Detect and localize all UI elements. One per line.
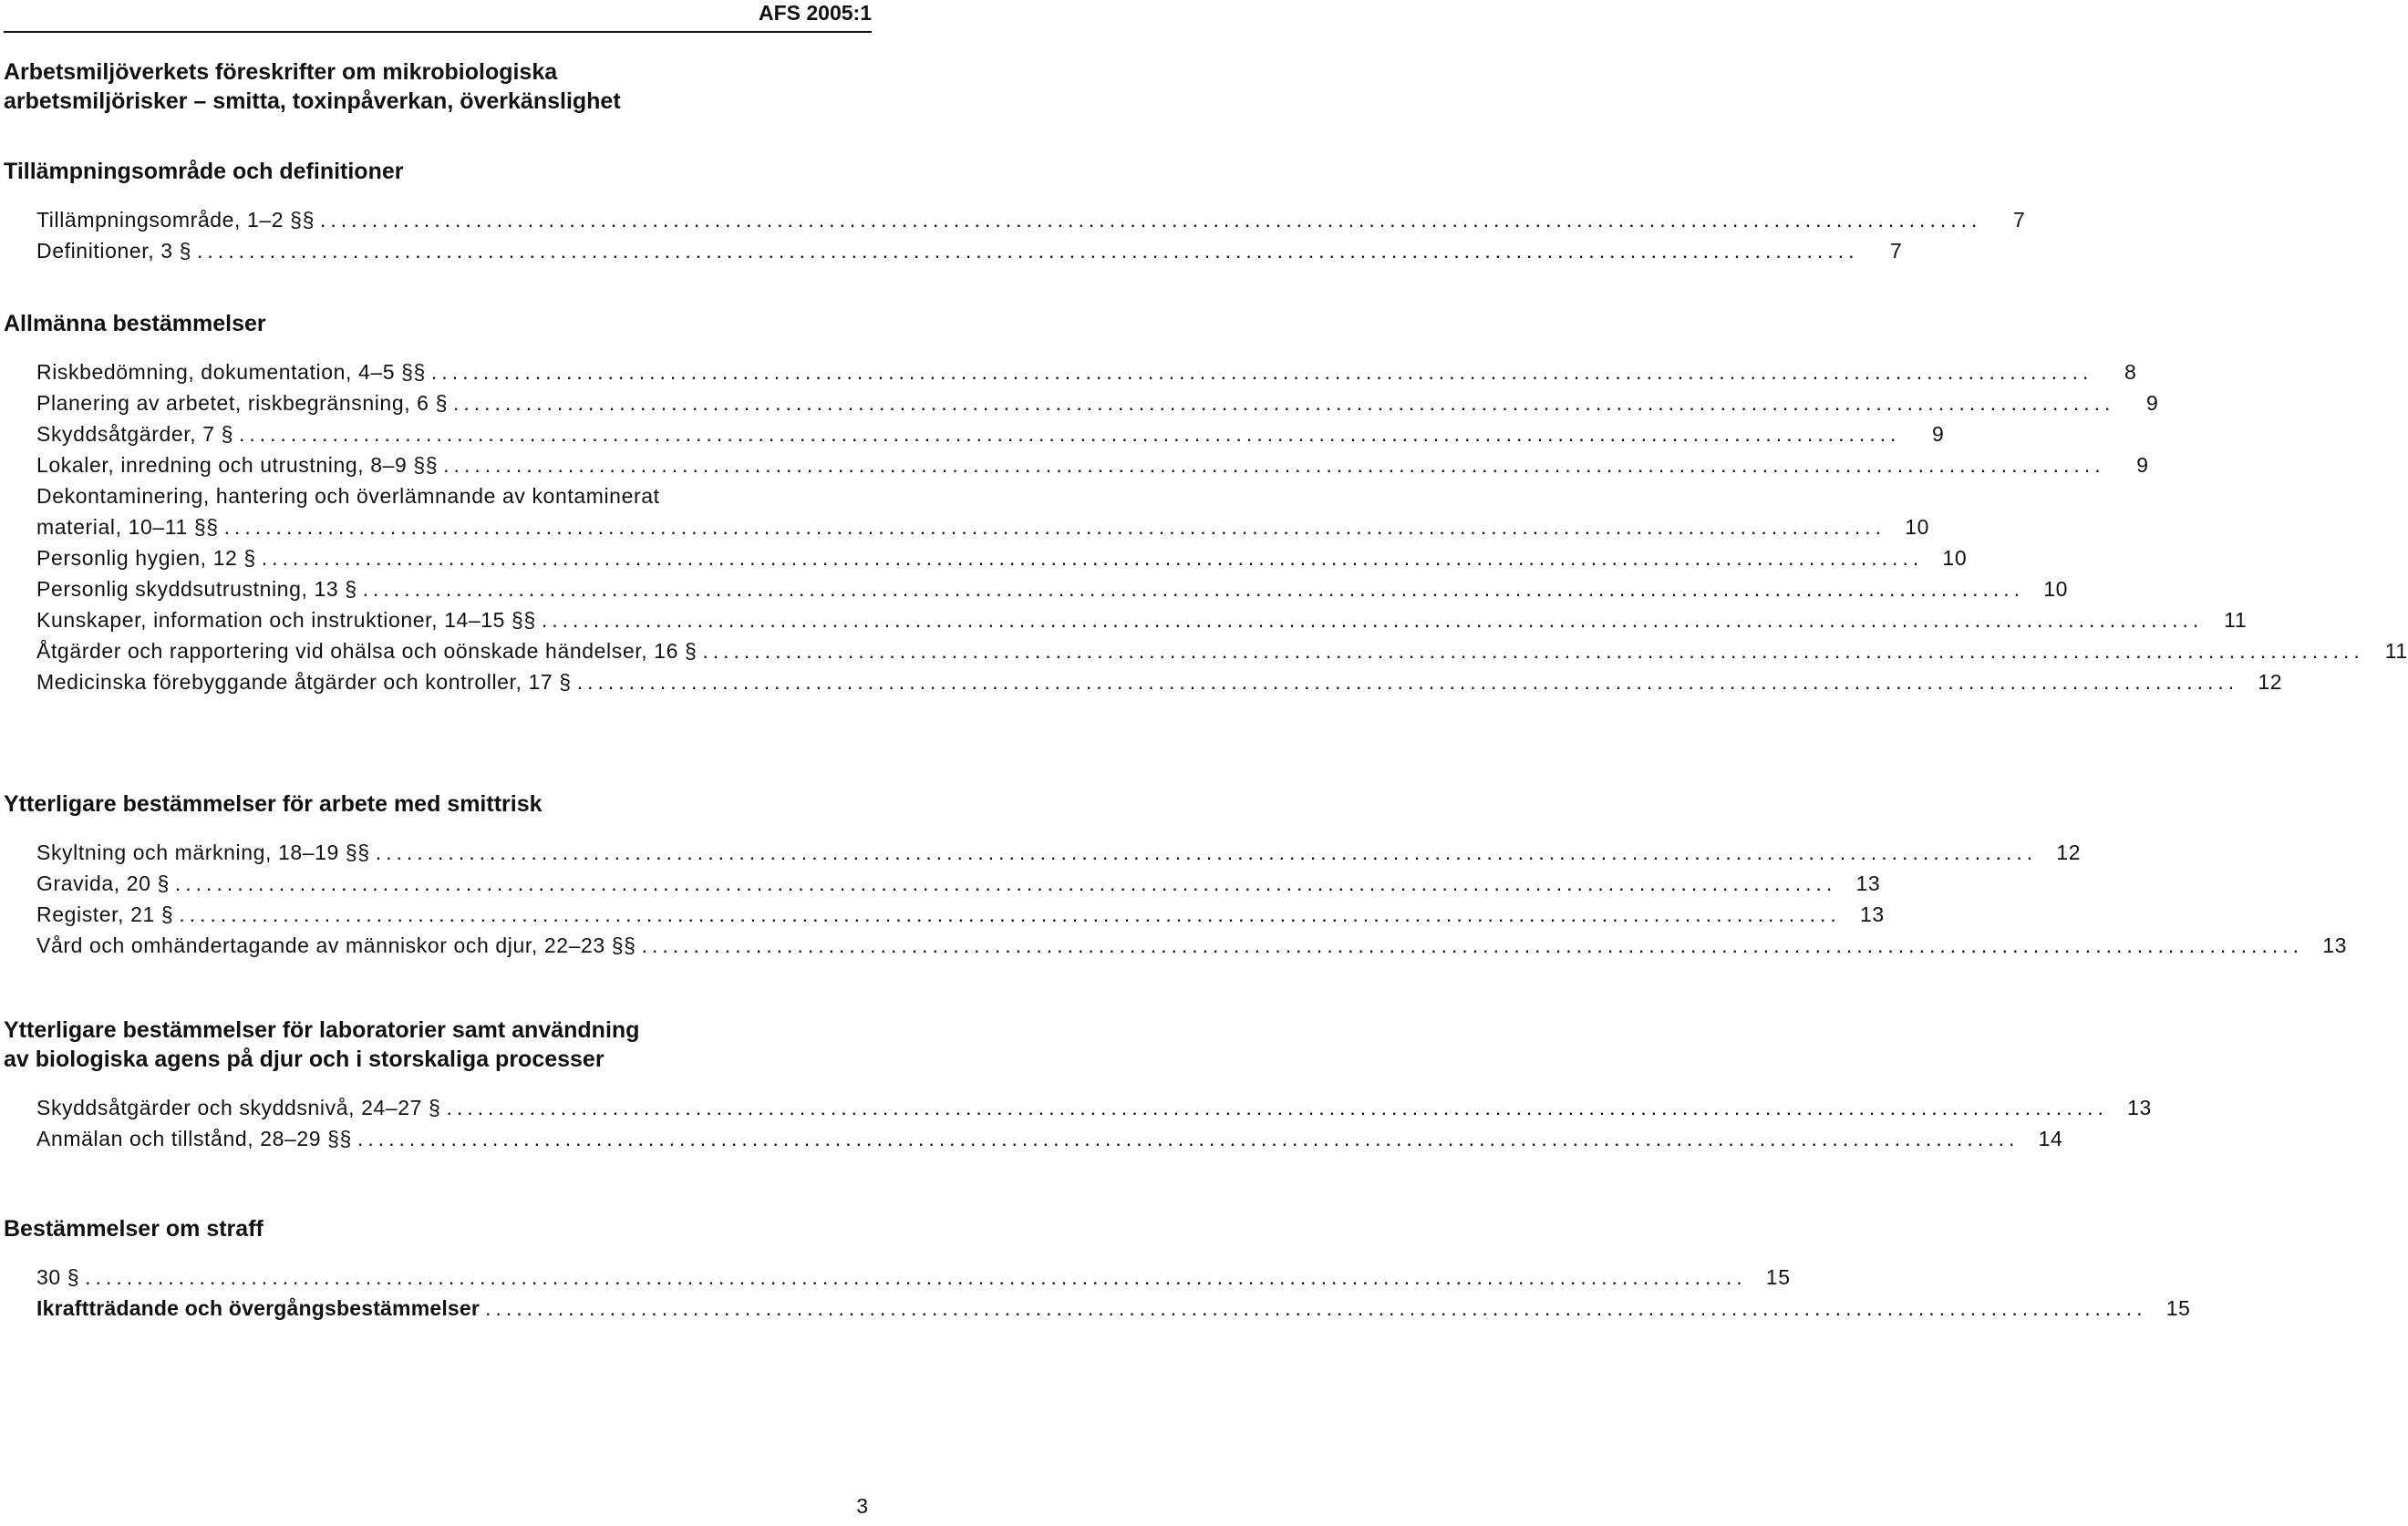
toc-entry-label: material, 10–11 §§ [36,515,219,539]
leader-dots: ................................................................................................................................................................ [375,840,2038,864]
toc-entry[interactable] [36,1262,1791,1293]
toc-entry[interactable] [36,573,2069,604]
toc-entry-label: Kunskaper, information och instruktioner, 14–15 §§ [36,608,536,632]
toc-entry-label: Anmälan och tillstånd, 28–29 §§ [36,1127,352,1150]
toc-entry-page: 13 [1859,902,1885,926]
toc-entry[interactable] [36,1092,2152,1123]
toc-entry[interactable] [36,837,2082,868]
section-heading: Ytterligare bestämmelser för arbete med smittrisk [4,791,543,817]
toc-entry[interactable] [36,480,1930,542]
toc-entry-label: Lokaler, inredning och utrustning, 8–9 §§ [36,453,439,477]
toc-entry-page: 10 [1905,515,1930,539]
toc-entry[interactable] [36,449,2149,480]
toc-section-general [4,309,2408,697]
section-heading-line1: Ytterligare bestämmelser för laboratorier samt användning [4,1017,640,1043]
leader-dots: ................................................................................................................................................................ [357,1127,2020,1150]
toc-entry[interactable] [36,1293,2191,1324]
toc-entry-label: Skyddsåtgärder och skyddsnivå, 24–27 § [36,1096,441,1119]
toc-entry[interactable] [36,204,2026,235]
toc-entry-label: Gravida, 20 § [36,871,170,895]
leader-dots: ................................................................................................................................................................ [179,902,1841,926]
leader-dots: ................................................................................................................................................................ [85,1265,1747,1289]
toc-entry-label: Vård och omhändertagande av människor och djur, 22–23 §§ [36,933,636,957]
leader-dots: ................................................................................................................................................................ [174,871,1837,895]
toc-entry-label: Register, 21 § [36,902,174,926]
toc-entry-page: 12 [2056,840,2082,864]
toc-entry-page: 15 [2165,1296,2191,1320]
toc-entry-page: 9 [2145,391,2159,415]
leader-dots: ................................................................................................................................................................ [485,1296,2147,1320]
leader-dots: ................................................................................................................................................................ [223,515,1886,539]
section-heading: Allmänna bestämmelser [4,311,266,336]
toc-entry[interactable] [36,635,2408,666]
toc-entry-page: 10 [1942,546,1968,570]
toc-entry[interactable] [36,235,1903,266]
toc-entry-label: 30 § [36,1265,80,1289]
toc-entry-label: Ikraftträdande och övergångsbestämmelser [36,1296,481,1320]
toc-entry[interactable] [36,356,2137,387]
leader-dots: ................................................................................................................................................................ [197,239,1859,263]
leader-dots: ................................................................................................................................................................ [576,670,2239,694]
section-heading: Tillämpningsområde och definitioner [4,159,404,184]
toc-entry[interactable] [36,930,2347,961]
toc-entry-page: 13 [2322,933,2347,957]
header-rule [4,31,872,33]
toc-section-scope [4,157,2026,266]
leader-dots: ................................................................................................................................................................ [443,453,2105,477]
document-title [4,57,861,116]
toc-entry-label: Tillämpningsområde, 1–2 §§ [36,208,315,232]
toc-entry-page: 14 [2038,1127,2063,1150]
leader-dots: ................................................................................................................................................................ [452,391,2115,415]
toc-entry[interactable] [36,418,1945,449]
toc-entry-label: Definitioner, 3 § [36,239,192,263]
toc-entry-page: 9 [1932,422,1945,446]
toc-section-penalties [4,1214,2191,1324]
toc-entry[interactable] [36,868,1881,899]
leader-dots: ................................................................................................................................................................ [702,639,2364,663]
toc-section-infection-risk [4,789,2347,961]
toc-entry-label: Skyltning och märkning, 18–19 §§ [36,840,370,864]
toc-entry-label: Personlig skyddsutrustning, 13 § [36,577,357,601]
section-heading-line2: av biologiska agens på djur och i storskaliga processer [4,1047,605,1072]
toc-entry[interactable] [36,387,2159,418]
section-heading [4,1016,861,1074]
toc-entry[interactable] [36,899,1885,930]
toc-entry-label: Riskbedömning, dokumentation, 4–5 §§ [36,360,426,384]
title-line-1: Arbetsmiljöverkets föreskrifter om mikrobiologiska [4,59,558,85]
page-number: 3 [856,1494,868,1518]
toc-entry-page: 7 [2012,208,2026,232]
toc-entry-label: Åtgärder och rapportering vid ohälsa och oönskade händelser, 16 § [36,639,698,663]
leader-dots: ................................................................................................................................................................ [238,422,1901,446]
toc-entry[interactable] [36,542,1968,573]
toc-section-laboratories [4,1016,2152,1154]
toc-entry[interactable] [36,1123,2063,1154]
toc-entry-page: 13 [1855,871,1881,895]
toc-entry[interactable] [36,604,2248,635]
toc-entry-page: 11 [2384,639,2408,663]
toc-entry-page: 15 [1765,1265,1791,1289]
document-reference: AFS 2005:1 [758,1,872,25]
toc-entry[interactable] [36,666,2283,697]
leader-dots: ................................................................................................................................................................ [541,608,2204,632]
toc-entry-label: Planering av arbetet, riskbegränsning, 6 § [36,391,448,415]
section-heading: Bestämmelser om straff [4,1216,264,1242]
toc-entry-page: 13 [2127,1096,2152,1119]
toc-entry-page: 7 [1890,239,1903,263]
toc-entry-page: 12 [2258,670,2283,694]
toc-entry-page: 11 [2224,608,2248,632]
leader-dots: ................................................................................................................................................................ [430,360,2093,384]
toc-entry-label: Skyddsåtgärder, 7 § [36,422,233,446]
leader-dots: ................................................................................................................................................................ [362,577,2025,601]
toc-entry-label: Medicinska förebyggande åtgärder och kontroller, 17 § [36,670,572,694]
toc-entry-page: 9 [2136,453,2149,477]
leader-dots: ................................................................................................................................................................ [641,933,2303,957]
title-line-2: arbetsmiljörisker – smitta, toxinpåverkan, överkänslighet [4,88,621,114]
leader-dots: ................................................................................................................................................................ [319,208,1982,232]
leader-dots: ................................................................................................................................................................ [446,1096,2108,1119]
toc-entry-label: Personlig hygien, 12 § [36,546,256,570]
toc-entry-page: 8 [2124,360,2137,384]
leader-dots: ................................................................................................................................................................ [261,546,1924,570]
toc-entry-label-line1: Dekontaminering, hantering och överlämnande av kontaminerat [36,484,660,508]
toc-entry-page: 10 [2043,577,2069,601]
